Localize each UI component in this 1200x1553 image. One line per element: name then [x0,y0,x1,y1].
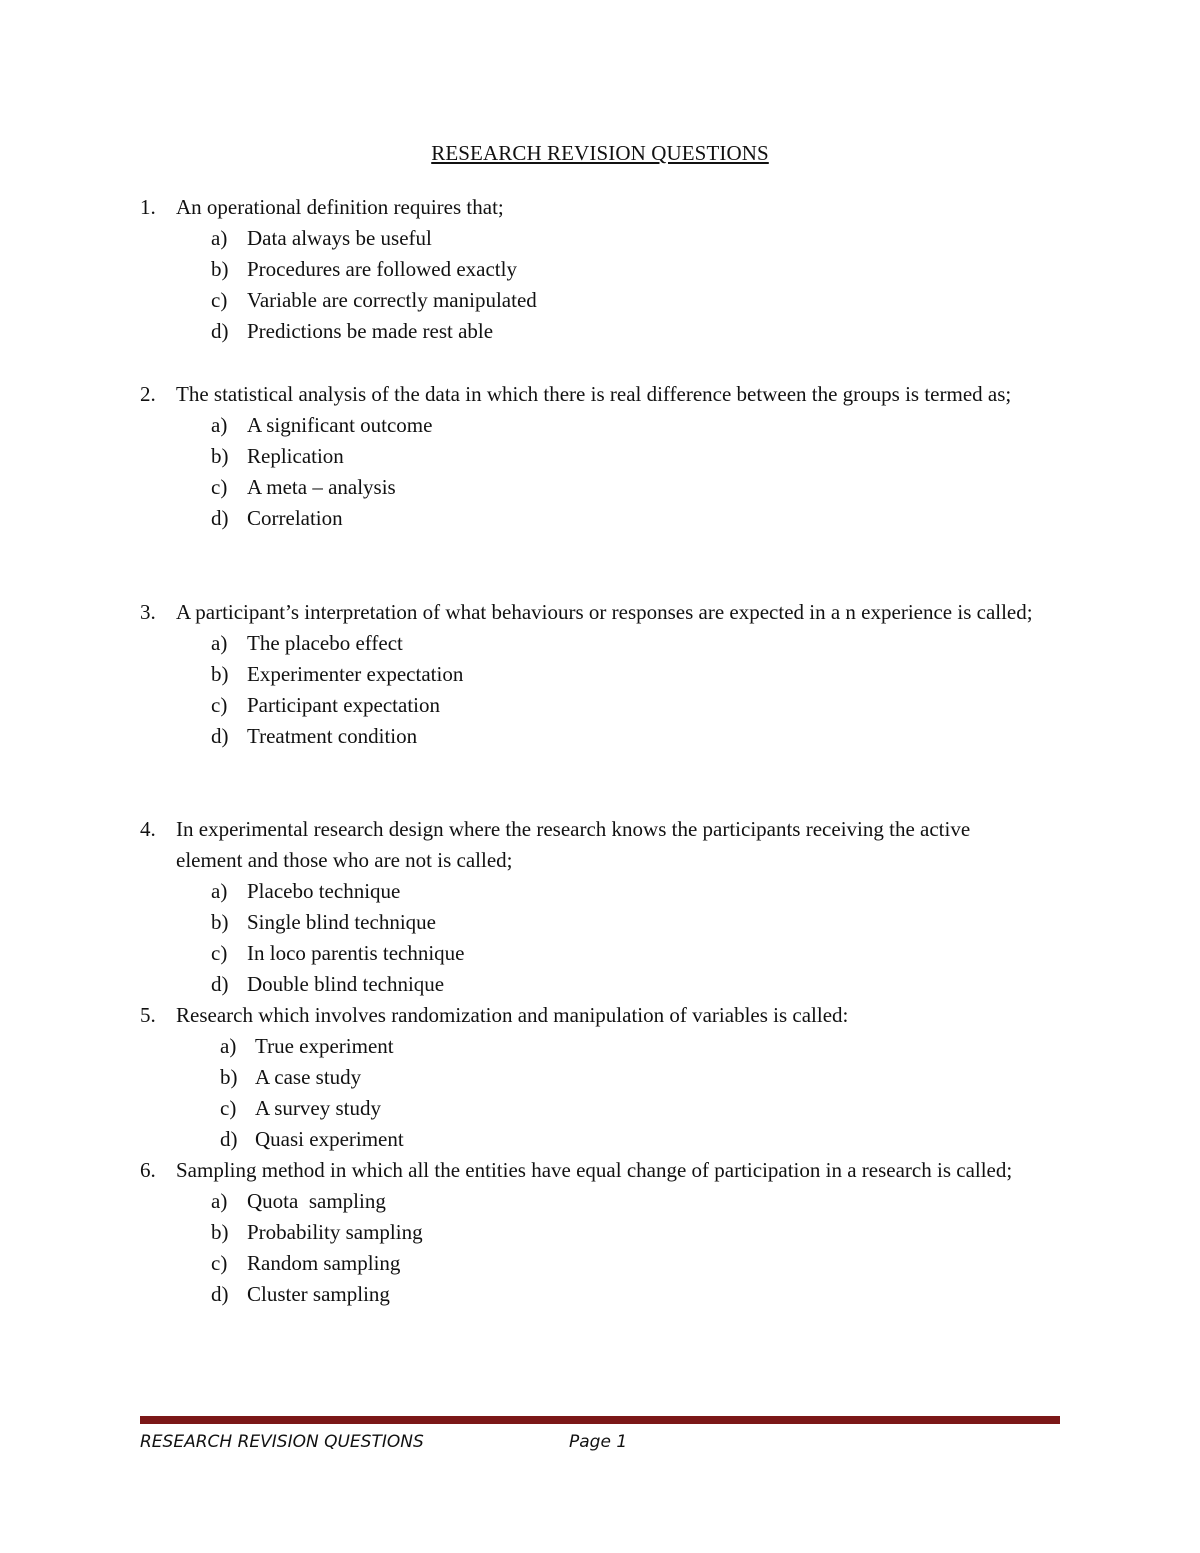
option-text: A meta – analysis [247,475,396,499]
option-text: In loco parentis technique [247,941,465,965]
option-text: Treatment condition [247,724,418,748]
option-text: Quota sampling [247,1189,386,1213]
question-2 [0,379,1200,534]
option-b [0,254,1200,285]
question-1 [0,192,1200,347]
option-a [0,628,1200,659]
question-text: Sampling method in which all the entities have equal change of participation in a research is called; [176,1158,1013,1182]
page-title: RESEARCH REVISION QUESTIONS [431,141,769,165]
option-a [0,1031,1200,1062]
option-letter: b) [211,257,229,281]
option-letter: d) [220,1127,238,1151]
question-stem [0,1155,1200,1186]
question-3 [0,597,1200,752]
question-5 [0,1000,1200,1155]
question-text: An operational definition requires that; [176,195,504,219]
question-4 [0,814,1200,1000]
question-number: 4. [140,817,156,841]
option-b [0,659,1200,690]
question-stem [0,597,1200,628]
option-text: Probability sampling [247,1220,423,1244]
option-text: Correlation [247,506,343,530]
option-text: Experimenter expectation [247,662,464,686]
option-a [0,1186,1200,1217]
option-list [0,876,1200,1000]
option-list [0,1031,1200,1155]
question-stem [0,814,1200,876]
option-letter: d) [211,972,229,996]
option-b [0,441,1200,472]
option-text: Quasi experiment [255,1127,404,1151]
option-letter: a) [211,631,228,655]
option-text: Participant expectation [247,693,441,717]
option-letter: a) [220,1034,237,1058]
option-text: A significant outcome [247,413,433,437]
question-text: In experimental research design where the research knows the participants receiving the active element and those who are not is called; [176,817,971,872]
option-list [0,410,1200,534]
option-a [0,223,1200,254]
question-stem [0,1000,1200,1031]
option-letter: b) [211,662,229,686]
option-text: A case study [255,1065,362,1089]
option-d [0,969,1200,1000]
question-stem [0,379,1200,410]
option-letter: c) [211,288,228,312]
option-d [0,1279,1200,1310]
option-letter: b) [211,910,229,934]
footer-title: RESEARCH REVISION QUESTIONS [140,1432,424,1452]
footer-divider [140,1416,1060,1424]
option-d [0,721,1200,752]
option-d [0,1124,1200,1155]
question-text: Research which involves randomization and manipulation of variables is called: [176,1003,849,1027]
option-b [0,907,1200,938]
option-letter: d) [211,319,229,343]
option-letter: a) [211,1189,228,1213]
question-6 [0,1155,1200,1310]
question-text: The statistical analysis of the data in which there is real difference between the groups is termed as; [176,382,1012,406]
option-b [0,1217,1200,1248]
option-list [0,628,1200,752]
option-letter: d) [211,724,229,748]
option-c [0,1248,1200,1279]
option-text: Procedures are followed exactly [247,257,517,281]
option-text: Cluster sampling [247,1282,390,1306]
option-b [0,1062,1200,1093]
option-letter: b) [211,1220,229,1244]
option-letter: a) [211,879,228,903]
page-footer [0,1432,1200,1460]
option-text: Placebo technique [247,879,401,903]
question-stem [0,192,1200,223]
option-d [0,316,1200,347]
question-number: 1. [140,195,156,219]
question-text: A participant’s interpretation of what behaviours or responses are expected in a n experience is called; [176,600,1033,624]
option-text: Random sampling [247,1251,401,1275]
option-text: True experiment [255,1034,394,1058]
option-letter: c) [220,1096,237,1120]
option-letter: d) [211,506,229,530]
option-letter: a) [211,413,228,437]
option-text: The placebo effect [247,631,403,655]
option-c [0,285,1200,316]
option-text: Single blind technique [247,910,436,934]
option-letter: c) [211,941,228,965]
option-letter: b) [211,444,229,468]
option-text: Replication [247,444,344,468]
option-letter: c) [211,693,228,717]
option-text: Data always be useful [247,226,432,250]
page-number: Page 1 [569,1432,628,1452]
option-text: Predictions be made rest able [247,319,494,343]
option-letter: c) [211,475,228,499]
question-number: 2. [140,382,156,406]
option-d [0,503,1200,534]
option-letter: b) [220,1065,238,1089]
option-text: Variable are correctly manipulated [247,288,537,312]
option-letter: d) [211,1282,229,1306]
option-a [0,876,1200,907]
question-number: 6. [140,1158,156,1182]
option-text: A survey study [255,1096,381,1120]
option-c [0,690,1200,721]
option-text: Double blind technique [247,972,445,996]
option-list [0,1186,1200,1310]
option-letter: a) [211,226,228,250]
question-number: 3. [140,600,156,624]
option-letter: c) [211,1251,228,1275]
option-a [0,410,1200,441]
option-c [0,472,1200,503]
option-c [0,938,1200,969]
question-number: 5. [140,1003,156,1027]
option-c [0,1093,1200,1124]
option-list [0,223,1200,347]
